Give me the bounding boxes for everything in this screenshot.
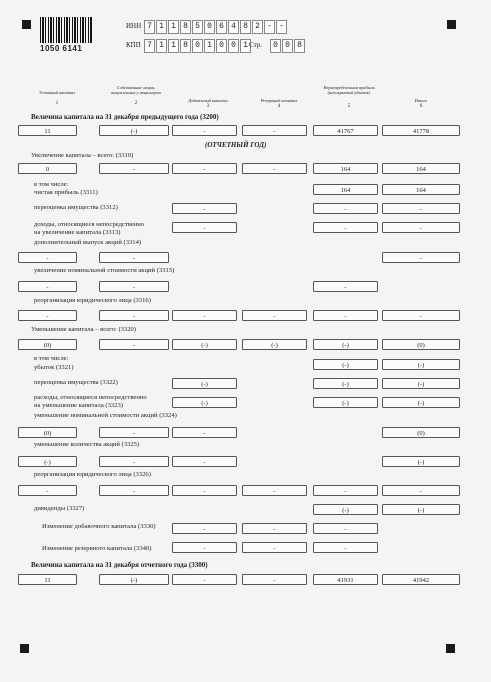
value-cell-3322-col6: (-) (382, 378, 460, 389)
row-label-3311: чистая прибыль (3311) (34, 189, 98, 196)
row-label-3313b: на увеличение капитала (3313) (34, 229, 121, 236)
value-cell-3326-col3: - (172, 485, 237, 496)
page-label: Стр. (249, 41, 262, 49)
value-cell-3324-col6: (0) (382, 427, 460, 438)
kpp-field (144, 39, 252, 53)
char-cell: 2 (252, 20, 263, 34)
row-label-3324: уменьшение номинальной стоимости акций (3324) (34, 412, 177, 419)
value-cell-3330-col3: - (172, 523, 237, 534)
barcode (40, 17, 92, 43)
value-cell-3324-col2: - (99, 427, 169, 438)
char-cell: - (264, 20, 275, 34)
char-cell: 1 (168, 20, 179, 34)
char-cell: 0 (216, 39, 227, 53)
section-prev-year: Величина капитала на 31 декабря предыдущего года (3200) (31, 113, 219, 121)
char-cell: 1 (240, 39, 251, 53)
value-cell-3312-col5: - (313, 203, 378, 214)
value-cell-3321-col5: (-) (313, 359, 378, 370)
row-label-3325: уменьшение количества акций (3325) (34, 441, 140, 448)
row-label-3315: увеличение номинальной стоимости акций (3315) (34, 267, 175, 274)
column-number-6: 6 (419, 104, 423, 109)
value-cell-3326-col1: - (18, 485, 77, 496)
value-cell-3326-col6: - (382, 485, 460, 496)
char-cell: 5 (192, 20, 203, 34)
column-header-2: Собственные акции, выкупленные у акционеров (111, 85, 161, 95)
value-cell-3327-col6: (-) (382, 504, 460, 515)
corner-marker-bottom-right (446, 644, 455, 653)
char-cell: 7 (144, 39, 155, 53)
value-cell-3312-col3: - (172, 203, 237, 214)
char-cell: 8 (180, 39, 191, 53)
column-number-3: 3 (206, 104, 210, 109)
char-cell: 0 (228, 39, 239, 53)
inn-field (144, 20, 288, 34)
value-cell-3300-col2: (-) (99, 574, 169, 585)
value-cell-3325-col1: (-) (18, 456, 77, 467)
value-cell-3321-col6: (-) (382, 359, 460, 370)
value-cell-3316-col2: - (99, 310, 169, 321)
value-cell-3200-col5: 41767 (313, 125, 378, 136)
value-cell-3300-col4: - (242, 574, 307, 585)
value-cell-3326-col5: - (313, 485, 378, 496)
value-cell-3310-col3: - (172, 163, 237, 174)
char-cell: - (276, 20, 287, 34)
value-cell-3200-col3: - (172, 125, 237, 136)
value-cell-3320-col1: (0) (18, 339, 77, 350)
value-cell-3325-col6: (-) (382, 456, 460, 467)
row-label-3322: переоценка имущества (3322) (34, 379, 118, 386)
char-cell: 1 (156, 39, 167, 53)
char-cell: 0 (204, 20, 215, 34)
value-cell-3313-col3: - (172, 222, 237, 233)
row-label-3321: убыток (3321) (34, 364, 74, 371)
value-cell-3326-col4: - (242, 485, 307, 496)
row-label-3327: дивиденды (3327) (34, 505, 85, 512)
char-cell: 8 (240, 20, 251, 34)
value-cell-3320-col2: - (99, 339, 169, 350)
value-cell-3326-col2: - (99, 485, 169, 496)
column-header-5: Нераспределенная прибыль (непокрытый убыток) (323, 85, 375, 95)
page-number-field (270, 39, 306, 53)
row-label-3313a: доходы, относящиеся непосредственно (34, 221, 145, 228)
value-cell-3200-col2: (-) (99, 125, 169, 136)
row-label-3312: переоценка имущества (3312) (34, 204, 118, 211)
value-cell-3325-col3: - (172, 456, 237, 467)
row-label-incl: в том числе: (34, 181, 69, 188)
char-cell: 7 (144, 20, 155, 34)
row-label-3314: дополнительный выпуск акций (3314) (34, 239, 142, 246)
value-cell-3315-col2: - (99, 281, 169, 292)
row-label-incl2: в том числе: (34, 355, 69, 362)
corner-marker-top-left (22, 20, 31, 29)
char-cell: 1 (204, 39, 215, 53)
corner-marker-top-right (447, 20, 456, 29)
value-cell-3311-col6: 164 (382, 184, 460, 195)
value-cell-3311-col5: 164 (313, 184, 378, 195)
char-cell: 8 (180, 20, 191, 34)
value-cell-3310-col4: - (242, 163, 307, 174)
value-cell-3323-col5: (-) (313, 397, 378, 408)
value-cell-3313-col6: - (382, 222, 460, 233)
value-cell-3320-col5: (-) (313, 339, 378, 350)
value-cell-3320-col4: (-) (242, 339, 307, 350)
value-cell-3315-col1: - (18, 281, 77, 292)
value-cell-3310-col2: - (99, 163, 169, 174)
inn-label: ИНН (126, 22, 142, 30)
row-label-3330: Изменение добавочного капитала (3330) (42, 523, 156, 530)
value-cell-3340-col5: - (313, 542, 378, 553)
char-cell: 0 (192, 39, 203, 53)
value-cell-3300-col5: 41931 (313, 574, 378, 585)
value-cell-3324-col3: - (172, 427, 237, 438)
section-reporting-year: (ОТЧЕТНЫЙ ГОД) (205, 141, 267, 149)
value-cell-3320-col3: (-) (172, 339, 237, 350)
row-label-3323a: расходы, относящиеся непосредственно (34, 394, 147, 401)
char-cell: 0 (282, 39, 293, 53)
value-cell-3315-col5: - (313, 281, 378, 292)
char-cell: 8 (294, 39, 305, 53)
value-cell-3314-col1: - (18, 252, 77, 263)
value-cell-3325-col2: - (99, 456, 169, 467)
row-label-3316: реорганизация юридического лица (3316) (34, 297, 151, 304)
value-cell-3310-col6: 164 (382, 163, 460, 174)
value-cell-3323-col3: (-) (172, 397, 237, 408)
kpp-label: КПП (126, 41, 141, 49)
value-cell-3330-col5: - (313, 523, 378, 534)
value-cell-3314-col2: - (99, 252, 169, 263)
column-header-4: Резервный капитал (260, 98, 298, 103)
column-header-1: Уставный капитал (38, 90, 76, 95)
value-cell-3300-col1: 11 (18, 574, 77, 585)
value-cell-3314-col6: - (382, 252, 460, 263)
column-header-3: Добавочный капитал (188, 98, 228, 103)
value-cell-3300-col3: - (172, 574, 237, 585)
char-cell: 1 (168, 39, 179, 53)
value-cell-3322-col3: (-) (172, 378, 237, 389)
value-cell-3200-col6: 41778 (382, 125, 460, 136)
char-cell: 6 (216, 20, 227, 34)
value-cell-3200-col1: 11 (18, 125, 77, 136)
column-number-1: 1 (55, 101, 59, 106)
value-cell-3322-col5: (-) (313, 378, 378, 389)
column-number-2: 2 (134, 101, 138, 106)
row-label-3323b: на уменьшение капитала (3323) (34, 402, 123, 409)
column-number-4: 4 (277, 104, 281, 109)
value-cell-3340-col3: - (172, 542, 237, 553)
value-cell-3324-col1: (0) (18, 427, 77, 438)
value-cell-3330-col4: - (242, 523, 307, 534)
char-cell: 4 (228, 20, 239, 34)
value-cell-3340-col4: - (242, 542, 307, 553)
value-cell-3300-col6: 41942 (382, 574, 460, 585)
value-cell-3327-col5: (-) (313, 504, 378, 515)
row-label-3310: Увеличение капитала – всего: (3310) (31, 152, 134, 159)
value-cell-3316-col1: - (18, 310, 77, 321)
char-cell: 0 (270, 39, 281, 53)
row-label-3326: реорганизация юридического лица (3326) (34, 471, 151, 478)
corner-marker-bottom-left (20, 644, 29, 653)
value-cell-3310-col1: 0 (18, 163, 77, 174)
char-cell: 1 (156, 20, 167, 34)
row-label-3320: Уменьшение капитала – всего: (3320) (31, 326, 137, 333)
value-cell-3313-col5: - (313, 222, 378, 233)
value-cell-3316-col5: - (313, 310, 378, 321)
value-cell-3310-col5: 164 (313, 163, 378, 174)
value-cell-3320-col6: (0) (382, 339, 460, 350)
section-end-year: Величина капитала на 31 декабря отчетного года (3300) (31, 561, 208, 569)
column-number-5: 5 (347, 104, 351, 109)
value-cell-3316-col6: - (382, 310, 460, 321)
value-cell-3200-col4: - (242, 125, 307, 136)
column-header-6: Итого (414, 98, 428, 103)
value-cell-3316-col3: - (172, 310, 237, 321)
value-cell-3316-col4: - (242, 310, 307, 321)
value-cell-3323-col6: (-) (382, 397, 460, 408)
barcode-number: 1050 6141 (40, 44, 83, 53)
value-cell-3312-col6: - (382, 203, 460, 214)
row-label-3340: Изменение резервного капитала (3340) (42, 545, 152, 552)
